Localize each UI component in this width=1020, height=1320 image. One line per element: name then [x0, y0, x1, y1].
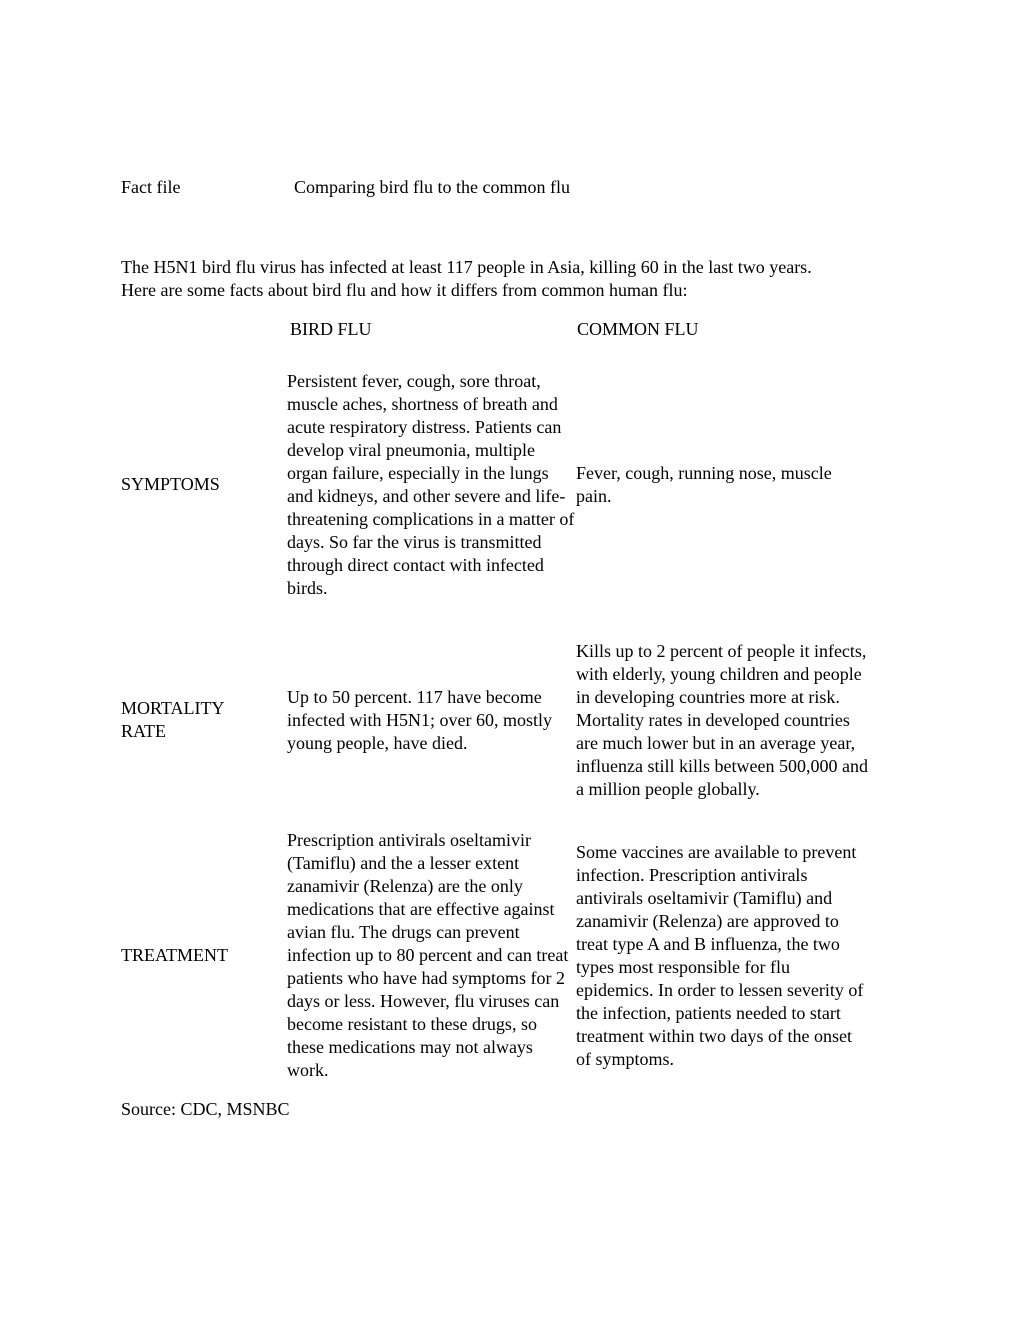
- column-header-common-flu: COMMON FLU: [577, 319, 699, 339]
- row-label-mortality-rate: MORTALITY RATE: [121, 698, 225, 741]
- cell-common-flu-symptoms: Fever, cough, running nose, muscle pain.: [576, 462, 832, 506]
- source-citation: Source: CDC, MSNBC: [121, 1099, 290, 1119]
- fact-file-label: Fact file: [121, 177, 181, 197]
- document-title: Comparing bird flu to the common flu: [294, 177, 570, 197]
- column-header-bird-flu: BIRD FLU: [290, 319, 372, 339]
- row-label-treatment: TREATMENT: [121, 945, 228, 965]
- table-row-symptoms: [121, 357, 871, 612]
- cell-common-flu-treatment: Some vaccines are available to prevent infection. Prescription antivirals antivirals oseltamivir (Tamiflu) and zanamivir (Relenza) are approved to treat type A and B influenza, the two types most responsible for flu epidemics. In order to lessen severity of the infection, patients needed to start treatment within two days of the onset of symptoms.: [576, 841, 864, 1069]
- row-label-symptoms: SYMPTOMS: [121, 474, 220, 494]
- intro-paragraph: The H5N1 bird flu virus has infected at least 117 people in Asia, killing 60 in the last two years. Here are some facts about bird flu and how it differs from common human flu:: [121, 257, 812, 300]
- cell-bird-flu-symptoms: Persistent fever, cough, sore throat, muscle aches, shortness of breath and acute respiratory distress. Patients can develop viral pneumonia, multiple organ failure, especially in the lungs and kidneys, and other severe and life-threatening complications in a matter of days. So far the virus is transmitted through direct contact with infected birds.: [287, 370, 575, 598]
- cell-common-flu-mortality: Kills up to 2 percent of people it infects, with elderly, young children and people in developing countries more at risk. Mortality rates in developed countries are much lower but in an average year, influenza still kills between 500,000 and a million people globally.: [576, 640, 868, 799]
- table-row-mortality-rate: [121, 627, 871, 813]
- cell-bird-flu-treatment: Prescription antivirals oseltamivir (Tamiflu) and the a lesser extent zanamivir (Relenza) are the only medications that are effective against avian flu. The drugs can prevent infection up to 80 percent and can treat patients who have had symptoms for 2 days or less. However, flu viruses can become resistant to these drugs, so these medications may not always work.: [287, 830, 569, 1080]
- cell-bird-flu-mortality: Up to 50 percent. 117 have become infected with H5N1; over 60, mostly young people, have died.: [287, 686, 552, 753]
- table-row-treatment: [121, 828, 871, 1083]
